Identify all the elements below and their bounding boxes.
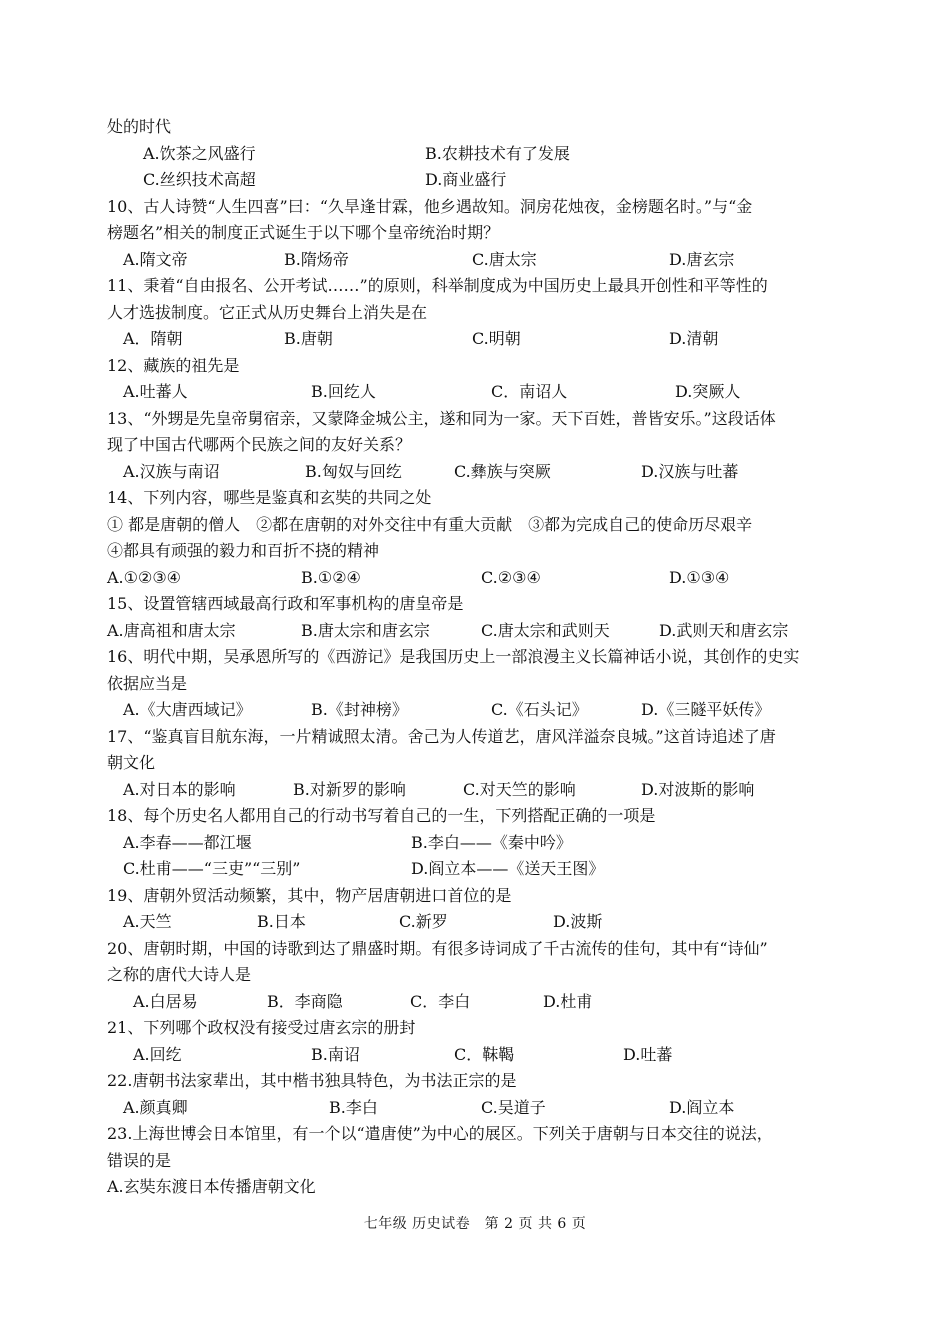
answer-option: C．李白	[410, 991, 471, 1011]
answer-option: B.隋炀帝	[284, 249, 349, 269]
answer-options-row	[107, 565, 847, 592]
answer-option: D.阎立本——《送天王图》	[411, 859, 605, 878]
answer-options-row	[107, 1095, 847, 1122]
question-text-line: ④都具有顽强的毅力和百折不挠的精神	[107, 541, 380, 560]
answer-option: D.阎立本	[669, 1097, 735, 1117]
answer-option: B.唐太宗和唐玄宗	[301, 620, 430, 640]
answer-option: D.武则天和唐玄宗	[659, 620, 789, 640]
question-text-line: 依据应当是	[107, 673, 188, 693]
question-text-line: 20、唐朝时期，中国的诗歌到达了鼎盛时期。有很多诗词成了千古流传的佳句，其中有“诗仙”	[107, 938, 768, 958]
answer-option: C.吴道子	[481, 1097, 546, 1117]
answer-option: C.新罗	[399, 912, 448, 931]
answer-option: D.唐玄宗	[669, 249, 735, 269]
question-text-line: 朝文化	[107, 753, 156, 772]
answer-options-row	[107, 777, 847, 804]
answer-option: A.吐蕃人	[123, 382, 188, 401]
answer-option: B.李白	[329, 1097, 378, 1117]
answer-option: C.杜甫——“三吏”“三别”	[123, 859, 301, 878]
question-text-line: 榜题名”相关的制度正式诞生于以下哪个皇帝统治时期？	[107, 223, 500, 242]
answer-option: A.隋文帝	[123, 249, 188, 269]
answer-option: C.②③④	[481, 567, 541, 587]
answer-options-row	[107, 326, 847, 353]
answer-options-row	[107, 909, 847, 936]
answer-options-row	[107, 618, 847, 645]
question-text-line: 13、“外甥是先皇帝舅宿亲，又蒙降金城公主，遂和同为一家。天下百姓，普皆安乐。”这段话体	[107, 408, 776, 428]
answer-option: C.唐太宗	[472, 249, 537, 269]
answer-option: A.汉族与南诏	[123, 461, 220, 481]
question-text-line: 处的时代	[107, 117, 172, 136]
question-text-line: 现了中国古代哪两个民族之间的友好关系？	[107, 435, 412, 454]
answer-option: B.李白——《秦中吟》	[411, 832, 572, 852]
answer-option: B．李商隐	[267, 991, 343, 1011]
question-text-line: 22.唐朝书法家辈出，其中楷书独具特色，为书法正宗的是	[107, 1071, 517, 1090]
answer-options-row	[107, 830, 847, 857]
question-text-line: 15、设置管辖西域最高行政和军事机构的唐皇帝是	[107, 594, 464, 613]
answer-options-row	[107, 856, 847, 883]
question-text-line: 10、古人诗赞“人生四喜”曰：“久旱逢甘霖，他乡遇故知。洞房花烛夜，金榜题名时。”与“金	[107, 196, 753, 216]
answer-option: D.突厥人	[675, 382, 741, 401]
answer-option: D.商业盛行	[425, 170, 507, 189]
answer-option: D.①③④	[669, 567, 730, 587]
answer-option: B.《封神榜》	[311, 700, 408, 719]
answer-option: C.丝织技术高超	[143, 170, 256, 189]
answer-option: B.匈奴与回纥	[305, 461, 402, 481]
answer-option: A.唐高祖和唐太宗	[107, 620, 236, 640]
question-text-line: 16、明代中期，吴承恩所写的《西游记》是我国历史上一部浪漫主义长篇神话小说，其创作的史实	[107, 647, 800, 666]
answer-option: B.农耕技术有了发展	[425, 143, 570, 163]
question-text-line: 人才选拔制度。它正式从历史舞台上消失是在	[107, 302, 428, 322]
answer-option: D.吐蕃	[623, 1044, 673, 1064]
answer-options-row	[107, 697, 847, 724]
answer-option: A.①②③④	[107, 567, 182, 587]
answer-option: C．靺鞨	[454, 1044, 515, 1064]
answer-option: A.颜真卿	[123, 1097, 188, 1117]
answer-option: C.明朝	[472, 329, 521, 348]
answer-options-row	[107, 247, 847, 274]
answer-option: D.波斯	[553, 912, 603, 931]
question-text-line: ① 都是唐朝的僧人 ②都在唐朝的对外交往中有重大贡献 ③都为完成自己的使命历尽艰辛	[107, 514, 753, 534]
question-text-line: 11、秉着“自由报名、公开考试……”的原则，科举制度成为中国历史上最具开创性和平等性的	[107, 276, 768, 295]
answer-option: C.对天竺的影响	[463, 779, 576, 799]
answer-option: B.①②④	[301, 567, 361, 587]
answer-options-row	[107, 167, 847, 194]
answer-options-row	[107, 459, 847, 486]
answer-option: B.回纥人	[311, 382, 376, 401]
answer-option: C.彝族与突厥	[454, 461, 551, 481]
answer-options-row	[107, 989, 847, 1016]
answer-option: A.回纥	[133, 1044, 182, 1064]
question-text-line: 19、唐朝外贸活动频繁，其中，物产居唐朝进口首位的是	[107, 885, 512, 905]
answer-option: A.《大唐西域记》	[123, 700, 252, 719]
answer-option: B.日本	[257, 912, 306, 931]
answer-option: C.唐太宗和武则天	[481, 620, 610, 640]
answer-option: A.对日本的影响	[123, 779, 236, 799]
answer-option: B.对新罗的影响	[293, 779, 406, 799]
exam-content	[107, 114, 847, 1201]
answer-option: A.饮茶之风盛行	[143, 143, 256, 163]
answer-option: D.《三隧平妖传》	[641, 700, 771, 719]
question-text-line: 之称的唐代大诗人是	[107, 965, 252, 984]
answer-option: D.清朝	[669, 329, 719, 348]
answer-option: A.李春——都江堰	[123, 832, 252, 852]
answer-option: C.《石头记》	[491, 700, 588, 719]
answer-option: A.天竺	[123, 912, 172, 931]
page-footer: 七年级 历史试卷 第 2 页 共 6 页	[363, 1216, 587, 1232]
answer-option: A.白居易	[133, 991, 198, 1011]
question-text-line: 23.上海世博会日本馆里，有一个以“遣唐使”为中心的展区。下列关于唐朝与日本交往的说法，	[107, 1124, 773, 1143]
answer-option: B.唐朝	[284, 329, 333, 348]
question-text-line: 12、藏族的祖先是	[107, 355, 240, 375]
answer-option: D.杜甫	[543, 991, 593, 1011]
question-text-line: A.玄奘东渡日本传播唐朝文化	[107, 1177, 316, 1196]
question-text-line: 错误的是	[107, 1150, 172, 1170]
answer-options-row	[107, 1042, 847, 1069]
question-text-line: 17、“鉴真盲目航东海，一片精诚照太清。舍己为人传道艺，唐风洋溢奈良城。”这首诗追述了唐	[107, 726, 776, 746]
question-text-line: 21、下列哪个政权没有接受过唐玄宗的册封	[107, 1018, 416, 1037]
answer-option: D.汉族与吐蕃	[641, 461, 739, 481]
answer-options-row	[107, 141, 847, 168]
answer-option: C．南诏人	[491, 382, 568, 401]
answer-options-row	[107, 379, 847, 406]
answer-option: D.对波斯的影响	[641, 779, 755, 799]
question-text-line: 18、每个历史名人都用自己的行动书写着自己的一生，下列搭配正确的一项是	[107, 806, 656, 825]
question-text-line: 14、下列内容，哪些是鉴真和玄奘的共同之处	[107, 488, 432, 507]
answer-option: A．隋朝	[123, 329, 183, 348]
answer-option: B.南诏	[311, 1044, 360, 1064]
